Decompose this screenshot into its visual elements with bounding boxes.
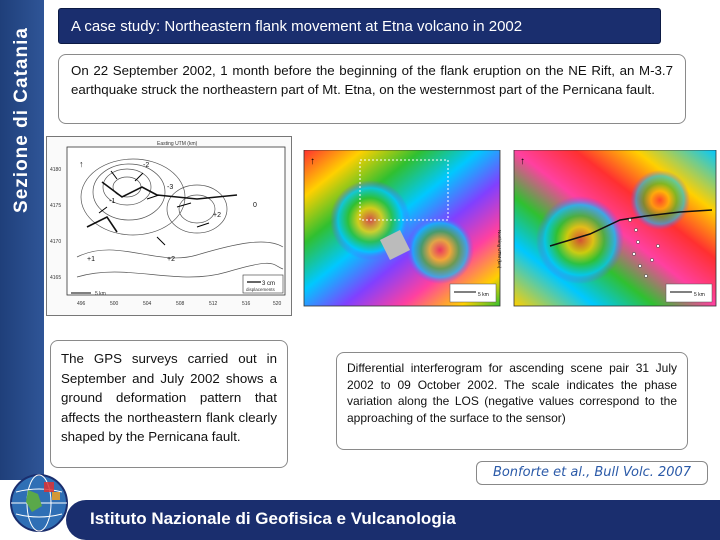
insar-interferogram-panel xyxy=(300,150,720,310)
y-tick: 4175 xyxy=(50,203,62,209)
contour-label: -1 xyxy=(109,198,116,205)
x-tick: 520 xyxy=(273,301,282,307)
x-tick: 512 xyxy=(209,301,218,307)
gps-scale-caption: displacements xyxy=(246,287,275,292)
y-tick: 4165 xyxy=(50,275,62,281)
insar-caption-box: Differential interferogram for ascending scene pair 31 July 2002 to 09 October 2002. The scale indicates the phase variation along the LOS (negative values correspond to the approaching of the surface to the sensor) xyxy=(336,352,688,450)
institution-name: Istituto Nazionale di Geofisica e Vulcanologia xyxy=(90,509,456,528)
sidebar-label: Sezione di Catania xyxy=(11,27,32,213)
contour-label: +1 xyxy=(87,256,95,263)
sidebar xyxy=(0,0,44,480)
x-tick: 508 xyxy=(176,301,185,307)
x-tick: 504 xyxy=(143,301,152,307)
contour-label: +2 xyxy=(213,212,221,219)
gps-displacement-map xyxy=(46,136,292,316)
insar-right-scale: 5 km xyxy=(694,292,705,298)
insar-axis-label: Northing UTM (km) xyxy=(497,230,502,269)
intro-text-box: On 22 September 2002, 1 month before the beginning of the flank eruption on the NE Rift, an M-3.7 earthquake struck the northeastern part of Mt. Etna, on the westernmost part of the Pernicana fault. xyxy=(58,54,686,124)
contour-label: -2 xyxy=(143,162,150,169)
y-tick: 4170 xyxy=(50,239,62,245)
insar-left-scale: 5 km xyxy=(478,292,489,298)
contour-label: -3 xyxy=(167,184,174,191)
gps-caption-box: The GPS surveys carried out in September and July 2002 shows a ground deformation pattern that affects the northeastern flank clearly shaped by the Pernicana fault. xyxy=(50,340,288,468)
north-arrow-icon: ↑ xyxy=(310,156,315,167)
citation: Bonforte et al., Bull Volc. 2007 xyxy=(476,461,708,485)
interferogram-svg xyxy=(300,150,720,310)
contour-label: 0 xyxy=(253,202,257,209)
gps-km-label: 5 km xyxy=(95,291,106,297)
x-tick: 516 xyxy=(242,301,251,307)
gps-map-svg xyxy=(47,137,291,315)
gps-scale-label: 3 cm xyxy=(262,281,276,287)
svg-text:↑: ↑ xyxy=(79,159,84,169)
y-tick: 4180 xyxy=(50,167,62,173)
x-tick: 496 xyxy=(77,301,86,307)
ingv-globe-logo-icon xyxy=(8,472,70,534)
contour-label: +2 xyxy=(167,256,175,263)
gps-x-axis-title: Easting UTM (km) xyxy=(157,141,198,147)
slide-title: A case study: Northeastern flank movement at Etna volcano in 2002 xyxy=(58,8,661,44)
north-arrow-icon: ↑ xyxy=(520,156,525,167)
x-tick: 500 xyxy=(110,301,119,307)
